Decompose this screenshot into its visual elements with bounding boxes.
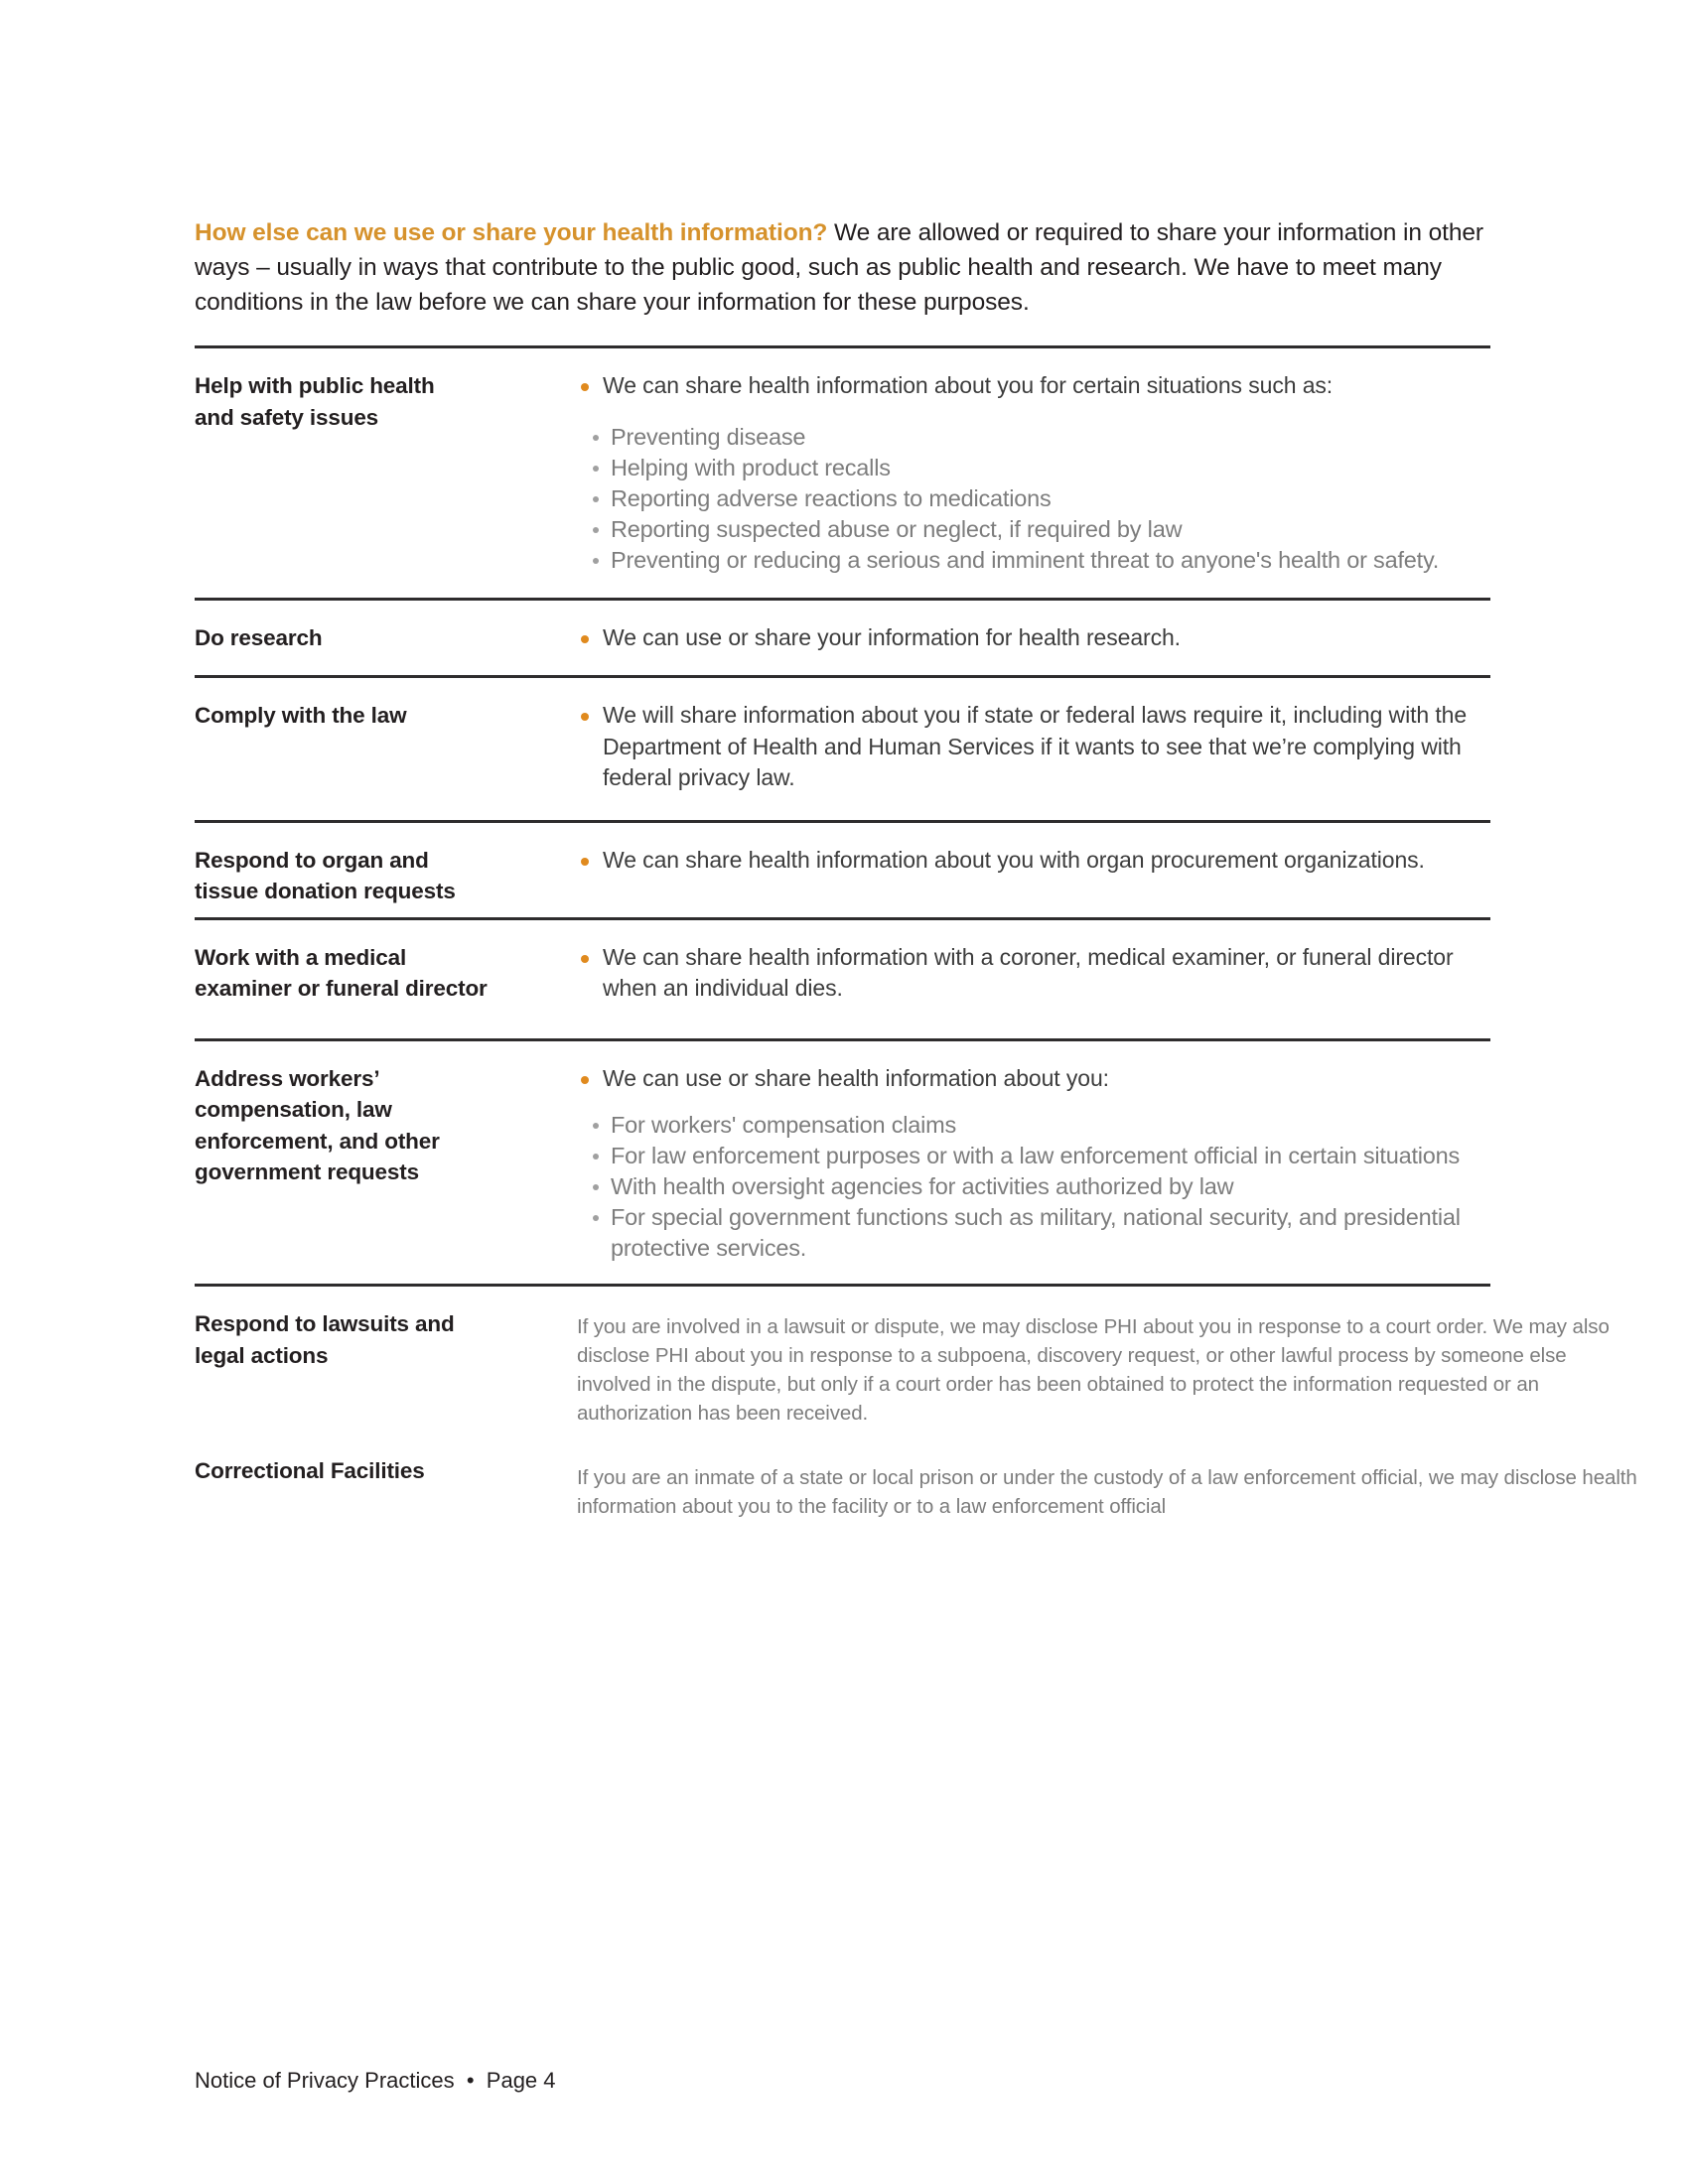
- list-item: Reporting adverse reactions to medications: [577, 483, 1490, 514]
- list-item: For workers' compensation claims: [577, 1110, 1490, 1141]
- table-row: [195, 823, 1490, 917]
- row-content: [577, 1041, 1490, 1285]
- row-label: Do research: [195, 624, 323, 650]
- list-item: For law enforcement purposes or with a law enforcement official in certain situations: [577, 1141, 1534, 1171]
- row-content: [577, 1443, 1637, 1535]
- row-label-line: examiner or funeral director: [195, 976, 488, 1001]
- intro-body-text: We are allowed or required to share your information in other ways – usually in ways that contribute to the public good, such as public health and research. We have to meet many conditions in the law before we can share your information for these purposes.: [195, 218, 1483, 316]
- list-item: For special government functions such as military, national security, and presidential protective services.: [577, 1202, 1534, 1264]
- list-item: We can use or share health information about you:: [577, 1063, 1490, 1095]
- row-label: [195, 823, 577, 917]
- primary-bullet-list: [577, 845, 1490, 877]
- row-content: [577, 601, 1490, 676]
- table-row: [195, 920, 1490, 1038]
- row-label-line: and safety issues: [195, 404, 379, 430]
- table-row: [195, 1041, 1490, 1285]
- row-label: [195, 920, 577, 1015]
- list-item: We will share information about you if state or federal laws require it, including with the Department of Health and Human Services if it wants to see that we’re complying with federal privacy law.: [577, 700, 1506, 794]
- list-item: We can share health information with a coroner, medical examiner, or funeral director when an individual dies.: [577, 942, 1506, 1005]
- row-label: [195, 1041, 577, 1198]
- row-label-line: compensation, law: [195, 1097, 392, 1122]
- list-item: We can share health information about you with organ procurement organizations.: [577, 845, 1506, 877]
- row-label-line: Help with public health: [195, 373, 435, 398]
- row-content: [577, 823, 1490, 910]
- row-content: [577, 348, 1490, 598]
- row-label-line: government requests: [195, 1160, 419, 1184]
- secondary-bullet-list: [577, 1110, 1490, 1264]
- row-label-line: Address workers’: [195, 1065, 380, 1091]
- row-label: [195, 348, 577, 443]
- table-row: [195, 601, 1490, 676]
- table-row: [195, 1287, 1610, 1443]
- paragraph-text: If you are involved in a lawsuit or dispute, we may disclose PHI about you in response to a court order. We may also disclose PHI about you in response to a subpoena, discovery request, or other lawful process by someone else involved in the dispute, but only if a court order has been obtained to protect the information requested or an authorization has been received.: [577, 1315, 1610, 1425]
- disclosure-table: [195, 345, 1637, 1535]
- row-label: Correctional Facilities: [195, 1458, 425, 1483]
- row-label-line: enforcement, and other: [195, 1128, 440, 1154]
- row-content: [577, 1287, 1610, 1443]
- list-item: Helping with product recalls: [577, 453, 1490, 483]
- primary-bullet-list: [577, 370, 1490, 402]
- primary-bullet-list: [577, 942, 1490, 1005]
- row-label: [195, 1287, 577, 1381]
- page-footer: Notice of Privacy Practices • Page 4: [195, 2068, 556, 2093]
- intro-paragraph: [195, 215, 1490, 320]
- paragraph-text: If you are an inmate of a state or local prison or under the custody of a law enforcement official, we may disclose health information about you to the facility or to a law enforcement official: [577, 1466, 1637, 1518]
- list-item: Preventing or reducing a serious and imminent threat to anyone's health or safety.: [577, 545, 1490, 576]
- row-content: [577, 678, 1490, 820]
- row-label-line: tissue donation requests: [195, 879, 456, 903]
- row-label-line: Respond to organ and: [195, 847, 429, 873]
- list-item: With health oversight agencies for activities authorized by law: [577, 1171, 1490, 1202]
- row-label-line: Work with a medical: [195, 944, 407, 970]
- primary-bullet-list: [577, 1063, 1490, 1095]
- table-row: [195, 348, 1490, 598]
- row-label: Comply with the law: [195, 703, 407, 728]
- row-label-line: Respond to lawsuits and: [195, 1311, 455, 1336]
- list-item: Preventing disease: [577, 422, 1490, 453]
- secondary-bullet-list: [577, 422, 1490, 576]
- list-item: We can share health information about you for certain situations such as:: [577, 370, 1490, 402]
- list-item: We can use or share your information for health research.: [577, 622, 1490, 654]
- table-row: [195, 678, 1490, 820]
- primary-bullet-list: [577, 622, 1490, 654]
- row-label-line: legal actions: [195, 1342, 329, 1368]
- table-row: [195, 1443, 1637, 1535]
- row-content: [577, 920, 1490, 1038]
- list-item: Reporting suspected abuse or neglect, if required by law: [577, 514, 1490, 545]
- primary-bullet-list: [577, 700, 1490, 794]
- intro-heading: How else can we use or share your health information?: [195, 218, 828, 246]
